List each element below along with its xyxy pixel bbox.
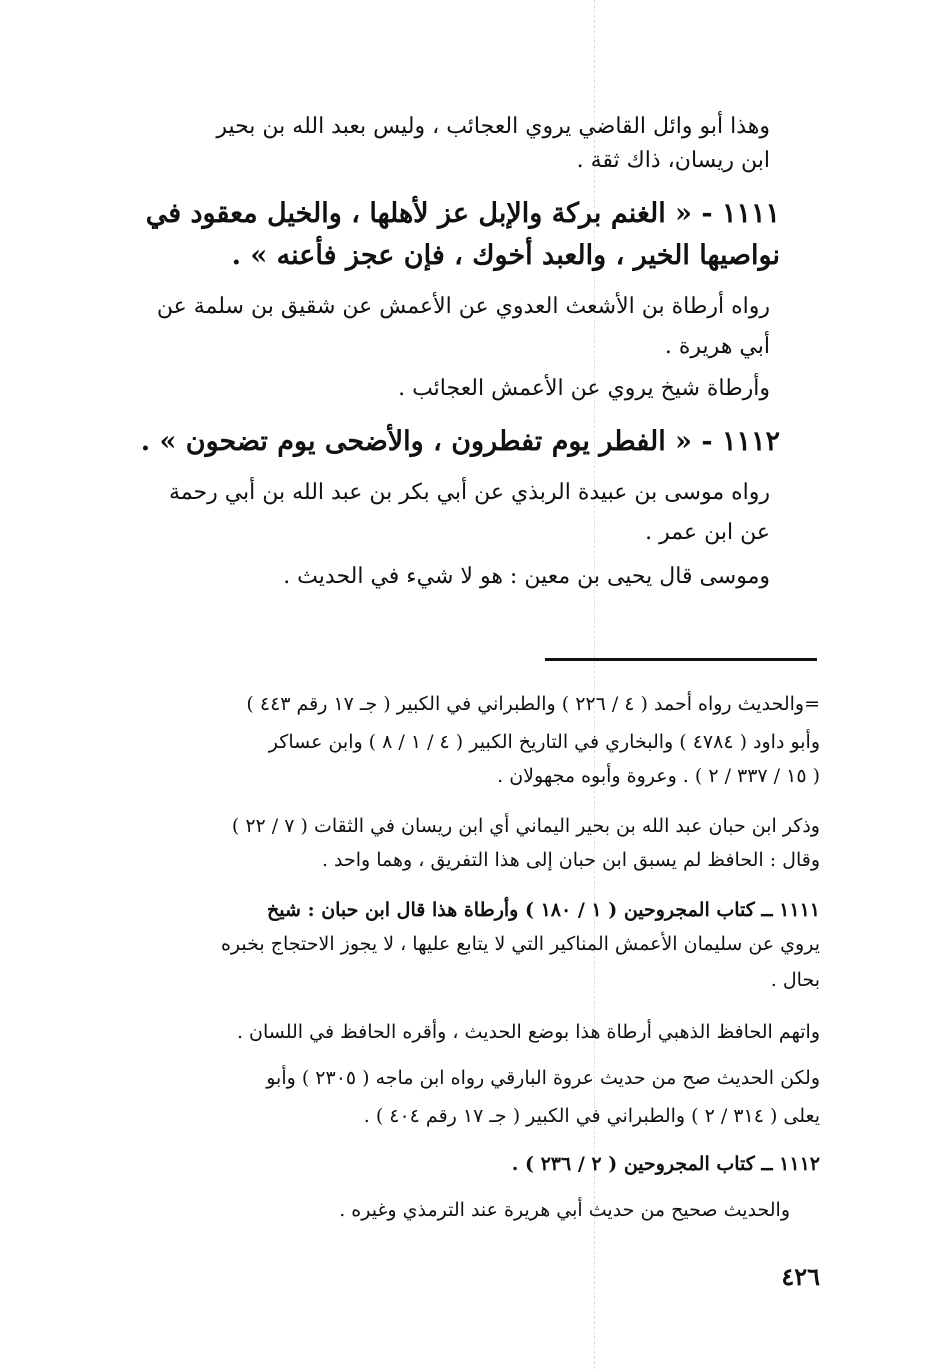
footnote-line: وأبو داود ( ٤٧٨٤ ) والبخاري في التاريخ الكبير ( ٤ / ١ / ٨ ) وابن عساكر xyxy=(268,731,820,753)
main-line: ابن ريسان، ذاك ثقة . xyxy=(576,148,770,173)
footnote-line: ولكن الحديث صح من حديث عروة البارقي رواه ابن ماجه ( ٢٣٠٥ ) وأبو xyxy=(266,1067,820,1089)
footnote-line: =والحديث رواه أحمد ( ٤ / ٢٢٦ ) والطبراني في الكبير ( جـ ١٧ رقم ٤٤٣ ) xyxy=(246,693,820,715)
hadith-1112-line: ١١١٢ - « الفطر يوم تفطرون ، والأضحى يوم تضحون » . xyxy=(140,426,780,457)
footnote-line: والحديث صحيح من حديث أبي هريرة عند الترمذي وغيره . xyxy=(339,1199,790,1221)
footnote-line: واتهم الحافظ الذهبي أرطاة هذا بوضع الحديث ، وأقره الحافظ في اللسان . xyxy=(236,1021,820,1043)
footnote-1112: ١١١٢ ــ كتاب المجروحين ( ٢ / ٢٣٦ ) . xyxy=(511,1153,820,1175)
footnote-line: وقال : الحافظ لم يسبق ابن حبان إلى هذا التفريق ، وهما واحد . xyxy=(321,849,820,871)
page-number: ٤٢٦ xyxy=(781,1262,820,1291)
footnote-1111: ١١١١ ــ كتاب المجروحين ( ١ / ١٨٠ ) وأرطاة هذا قال ابن حبان : شيخ xyxy=(267,899,820,921)
hadith-1111-line: ١١١١ - « الغنم بركة والإبل عز لأهلها ، والخيل معقود في xyxy=(145,198,780,229)
main-line: رواه أرطاة بن الأشعث العدوي عن الأعمش عن شقيق بن سلمة عن xyxy=(156,294,770,319)
hadith-1111-line: نواصيها الخير ، والعبد أخوك ، فإن عجز فأعنه » . xyxy=(231,240,780,271)
footnote-line: يروي عن سليمان الأعمش المناكير التي لا يتابع عليها ، لا يجوز الاحتجاج بخبره xyxy=(220,933,820,955)
footnote-line: بحال . xyxy=(770,969,820,991)
main-line: وهذا أبو وائل القاضي يروي العجائب ، وليس بعبد الله بن بحير xyxy=(216,114,770,139)
main-line: وأرطاة شيخ يروي عن الأعمش العجائب . xyxy=(398,376,770,401)
main-line: وموسى قال يحيى بن معين : هو لا شيء في الحديث . xyxy=(283,564,770,589)
main-line: أبي هريرة . xyxy=(664,334,770,359)
footnote-line: يعلى ( ٣١٤ / ٢ ) والطبراني في الكبير ( جـ ١٧ رقم ٤٠٤ ) . xyxy=(363,1105,820,1127)
footnote-line: وذكر ابن حبان عبد الله بن بحير اليماني أي ابن ريسان في الثقات ( ٧ / ٢٢ ) xyxy=(231,815,820,837)
main-line: رواه موسى بن عبيدة الربذي عن أبي بكر بن عبد الله بن أبي رحمة xyxy=(168,480,770,505)
footnote-line: ( ١٥ / ٣٣٧ / ٢ ) . وعروة وأبوه مجهولان . xyxy=(497,765,820,787)
main-line: عن ابن عمر . xyxy=(645,520,770,545)
footnote-separator xyxy=(545,658,817,661)
